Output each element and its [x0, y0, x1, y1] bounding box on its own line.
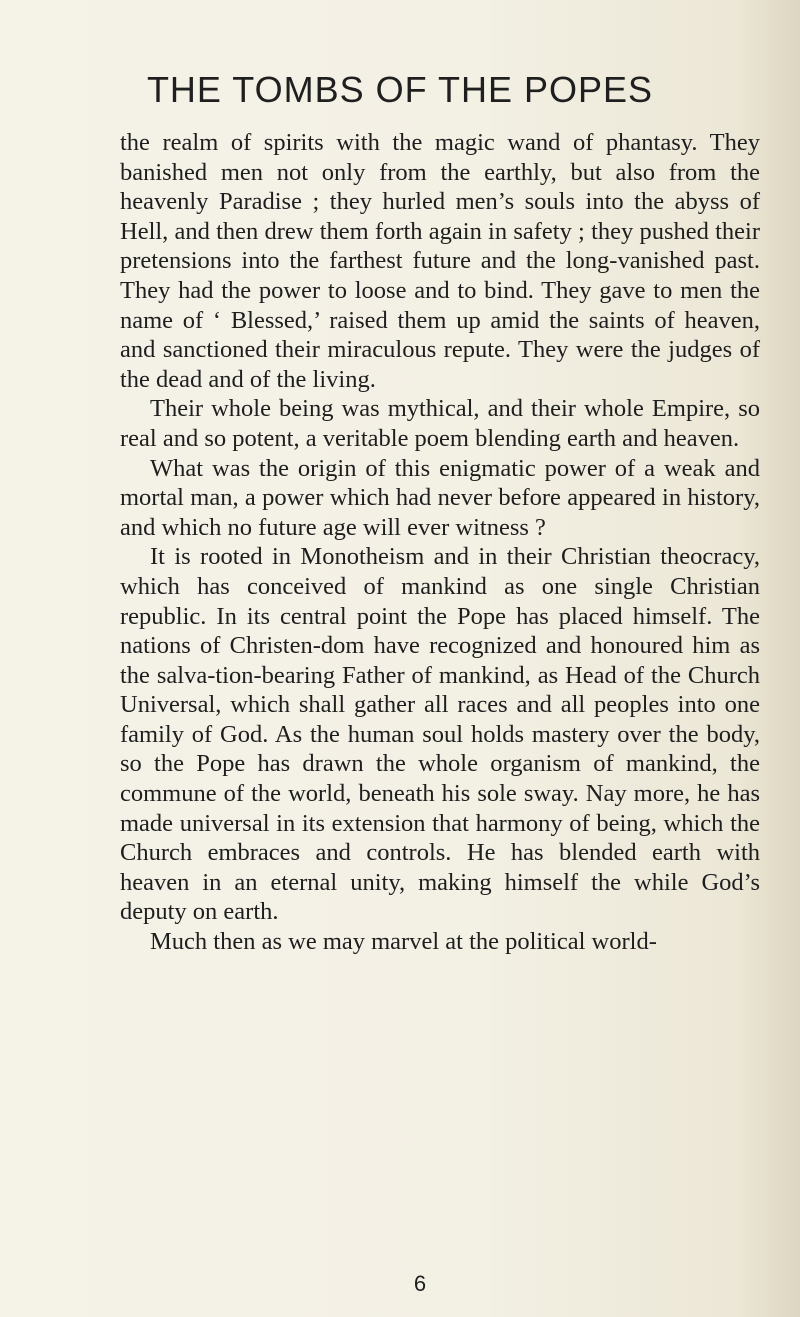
paragraph: Their whole being was mythical, and their whole Empire, so real and so potent, a veritable poem blending earth and heaven.: [120, 395, 760, 452]
paragraph: What was the origin of this enigmatic power of a weak and mortal man, a power which had never before appeared in history, and which no future age will ever witness ?: [120, 454, 760, 541]
body-text: [120, 128, 760, 957]
running-header: THE TOMBS OF THE POPES: [146, 69, 654, 110]
paragraph: Much then as we may marvel at the political world-: [150, 928, 657, 956]
paragraph: It is rooted in Monotheism and in their Christian theocracy, which has conceived of mankind as one single Christian republic. In its central point the Pope has placed himself. The nations of Christen-dom have recognized and honoured him as the salva-tion-bearing Father of mankind, as Head of the Church Universal, which shall gather all races and all peoples into one family of God. As the human soul holds mastery over the body, so the Pope has drawn the whole organism of mankind, the commune of the world, beneath his sole sway. Nay more, he has made universal in its extension that harmony of being, which the Church embraces and controls. He has blended earth with heaven in an eternal unity, making himself the while God’s deputy on earth.: [120, 543, 760, 926]
paragraph-continued: the realm of spirits with the magic wand of phantasy. They banished men not only from the earthly, but also from the heavenly Paradise ; they hurled men’s souls into the abyss of Hell, and then drew them forth again in safety ; they pushed their pretensions into the farthest future and the long-vanished past. They had the power to loose and to bind. They gave to men the name of ‘ Blessed,’ raised them up amid the saints of heaven, and sanctioned their miraculous repute. They were the judges of the dead and of the living.: [120, 129, 760, 393]
page-number: 6: [413, 1271, 427, 1296]
